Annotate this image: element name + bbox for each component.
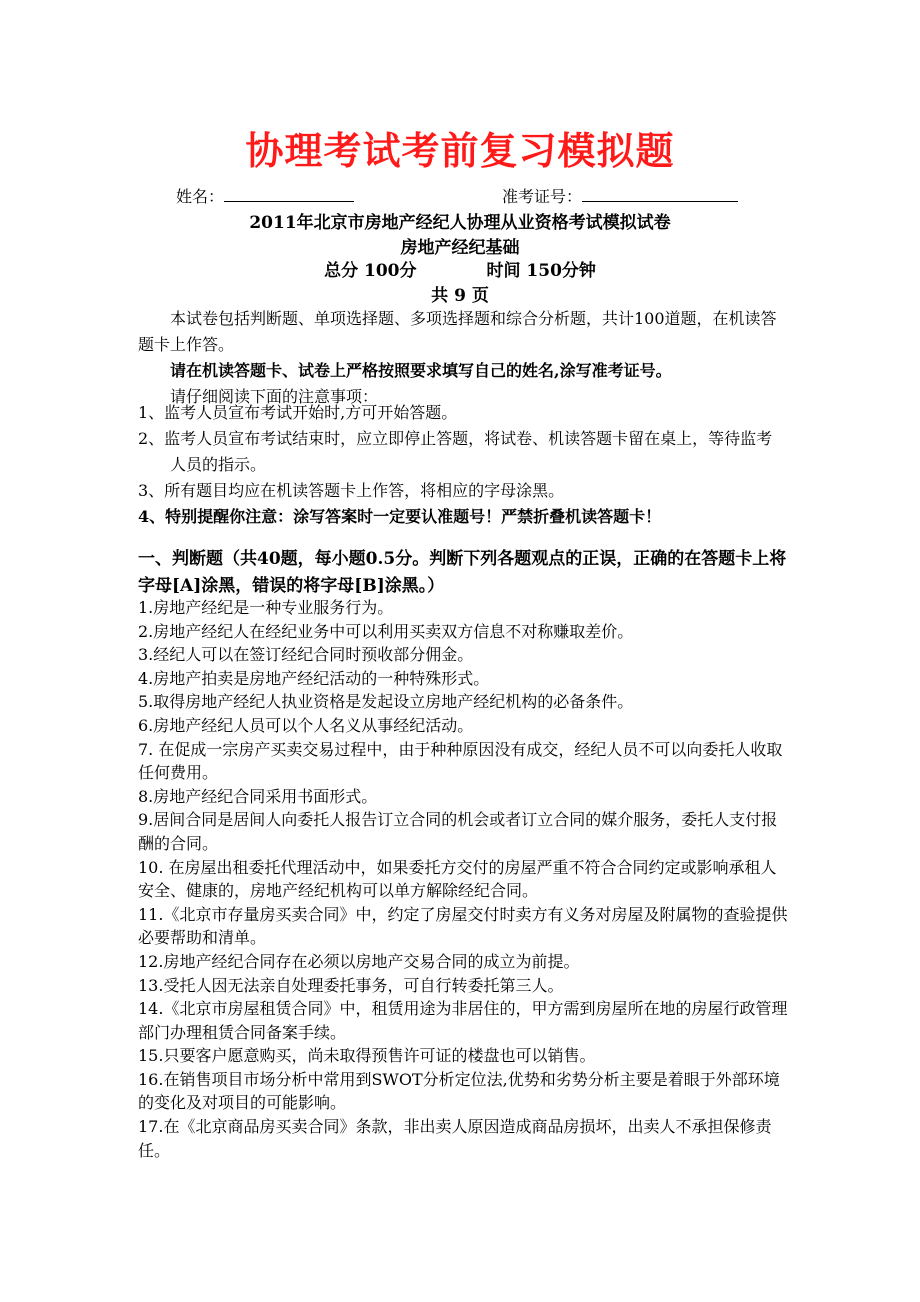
section-heading: 一、判断题（共40题，每小题0.5分。判断下列各题观点的正误，正确的在答题卡上将字母[A]涂黑，错误的将字母[B]涂黑。） [138, 549, 787, 596]
question-item: 2.房地产经纪人在经纪业务中可以利用买卖双方信息不对称赚取差价。 [138, 621, 634, 641]
question-item: 6.房地产经纪人员可以个人名义从事经纪活动。 [138, 715, 474, 735]
total-score: 总分 100分 [324, 261, 417, 281]
exam-id-blank [582, 185, 738, 202]
notice-item: 2、监考人员宣布考试结束时，应立即停止答题，将试卷、机读答题卡留在桌上，等待监考人员的指示。 [138, 429, 773, 474]
question-item: 4.房地产拍卖是房地产经纪活动的一种特殊形式。 [138, 668, 490, 688]
notice-item: 1、监考人员宣布考试开始时,方可开始答题。 [138, 403, 458, 422]
question-item: 1.房地产经纪是一种专业服务行为。 [138, 598, 394, 617]
exam-id-label: 准考证号： [502, 187, 583, 206]
question-item: 14.《北京市房屋租赁合同》中，租赁用途为非居住的，甲方需到房屋所在地的房屋行政管理部门办理租赁合同备案手续。 [138, 999, 788, 1042]
name-field [176, 184, 354, 207]
question-item: 16.在销售项目市场分析中常用到SWOT分析定位法,优势和劣势分析主要是着眼于外部环境的变化及对项目的可能影响。 [138, 1069, 780, 1113]
notice-item: 3、所有题目均应在机读答题卡上作答，将相应的字母涂黑。 [138, 481, 565, 500]
page-title: 协理考试考前复习模拟题 [245, 128, 675, 173]
notice-heading: 请仔细阅读下面的注意事项： [170, 387, 379, 406]
question-item: 17.在《北京商品房买卖合同》条款，非出卖人原因造成商品房损坏，出卖人不承担保修责任。 [138, 1117, 772, 1160]
question-item: 7. 在促成一宗房产买卖交易过程中，由于种种原因没有成交，经纪人员不可以向委托人收取任何费用。 [138, 739, 783, 783]
exam-id-field [502, 184, 738, 207]
question-item: 9.居间合同是居间人向委托人报告订立合同的机会或者订立合同的媒介服务，委托人支付报酬的合同。 [138, 810, 778, 853]
score-time-line [0, 258, 920, 284]
question-item: 10. 在房屋出租委托代理活动中，如果委托方交付的房屋严重不符合合同约定或影响承租人安全、健康的，房地产经纪机构可以单方解除经纪合同。 [138, 857, 777, 901]
question-item: 11.《北京市存量房买卖合同》中，约定了房屋交付时卖方有义务对房屋及附属物的查验提供必要帮助和清单。 [138, 904, 788, 948]
question-item: 5.取得房地产经纪人执业资格是发起设立房地产经纪机构的必备条件。 [138, 692, 634, 712]
question-item: 3.经纪人可以在签订经纪合同时预收部分佣金。 [138, 645, 474, 665]
question-item: 13.受托人因无法亲自处理委托事务，可自行转委托第三人。 [138, 975, 564, 995]
intro-description: 本试卷包括判断题、单项选择题、多项选择题和综合分析题，共计100道题，在机读答题卡上作答。 [138, 309, 777, 354]
question-list [138, 596, 788, 1162]
candidate-fields [0, 184, 920, 210]
intro-warning: 请在机读答题卡、试卷上严格按照要求填写自己的姓名,涂写准考证号。 [170, 361, 672, 380]
page-count: 共 9 页 [431, 286, 489, 306]
name-blank [224, 185, 354, 202]
name-label: 姓名： [176, 187, 225, 206]
subject-title: 房地产经纪基础 [400, 238, 520, 258]
exam-title: 2011年北京市房地产经纪人协理从业资格考试模拟试卷 [249, 213, 671, 233]
notice-item: 4、特别提醒你注意：涂写答案时一定要认准题号！严禁折叠机读答题卡！ [138, 507, 662, 526]
notice-list [138, 400, 788, 530]
question-item: 12.房地产经纪合同存在必须以房地产交易合同的成立为前提。 [138, 951, 580, 971]
question-item: 8.房地产经纪合同采用书面形式。 [138, 786, 378, 806]
intro [138, 306, 788, 410]
exam-time: 时间 150分钟 [486, 261, 596, 281]
question-item: 15.只要客户愿意购买，尚未取得预售许可证的楼盘也可以销售。 [138, 1046, 596, 1066]
